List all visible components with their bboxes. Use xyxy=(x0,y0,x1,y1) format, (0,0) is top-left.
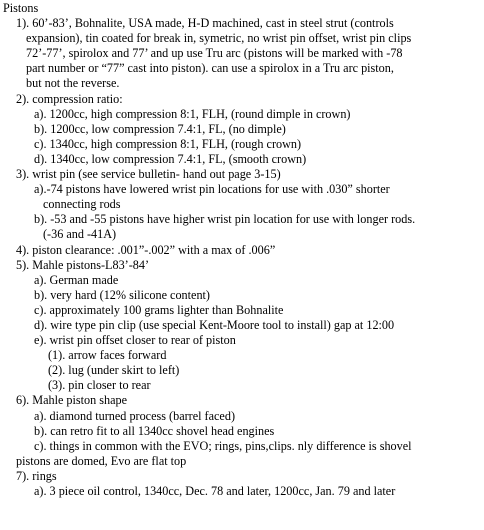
text-line: connecting rods xyxy=(43,197,121,212)
text-line: but not the reverse. xyxy=(26,76,120,91)
text-line: (2). lug (under skirt to left) xyxy=(48,363,180,378)
text-line: (3). pin closer to rear xyxy=(48,378,151,393)
text-line: part number or “77” cast into piston). can use a spirolox in a Tru arc piston, xyxy=(26,61,394,76)
text-line: c). things in common with the EVO; rings, pins,clips. nly difference is shovel xyxy=(34,438,412,453)
text-line: 72’-77’, spirolox and 77’ and up use Tru arc (pistons will be marked with -78 xyxy=(26,46,403,61)
text-line: a). 3 piece oil control, 1340cc, Dec. 78 and later, 1200cc, Jan. 79 and later xyxy=(34,484,396,498)
text-line: e). wrist pin offset closer to rear of piston xyxy=(34,333,236,348)
text-line: expansion), tin coated for break in, symetric, no wrist pin offset, wrist pin clips xyxy=(26,31,412,46)
text-line: 2). compression ratio: xyxy=(16,91,123,106)
text-line: 1). 60’-83’, Bohnalite, USA made, H-D machined, cast in steel strut (controls xyxy=(16,16,394,31)
text-line: d). 1340cc, low compression 7.4:1, FL, (smooth crown) xyxy=(34,151,307,166)
text-line: 7). rings xyxy=(16,468,57,483)
text-line: 5). Mahle pistons-L83’-84’ xyxy=(16,257,150,272)
text-line: a).-74 pistons have lowered wrist pin locations for use with .030” shorter xyxy=(34,182,390,197)
text-line: a). 1200cc, high compression 8:1, FLH, (round dimple in crown) xyxy=(34,106,351,121)
text-line: d). wire type pin clip (use special Kent-Moore tool to install) gap at 12:00 xyxy=(34,317,395,332)
text-line: b). -53 and -55 pistons have higher wrist pin location for use with longer rods. xyxy=(34,212,416,227)
text-line: c). approximately 100 grams lighter than Bohnalite xyxy=(34,302,284,317)
document-body xyxy=(3,1,481,499)
text-line: pistons are domed, Evo are flat top xyxy=(16,453,187,468)
text-line: (1). arrow faces forward xyxy=(48,348,167,363)
text-line: b). can retro fit to all 1340cc shovel head engines xyxy=(34,423,275,438)
text-line: 4). piston clearance: .001”-.002” with a max of .006” xyxy=(16,242,276,257)
text-line: c). 1340cc, high compression 8:1, FLH, (rough crown) xyxy=(34,136,302,151)
text-line: 3). wrist pin (see service bulletin- hand out page 3-15) xyxy=(16,167,281,182)
text-line: (-36 and -41A) xyxy=(43,227,117,242)
document-title: Pistons xyxy=(3,1,39,15)
text-line: 6). Mahle piston shape xyxy=(16,393,128,408)
text-line: b). 1200cc, low compression 7.4:1, FL, (no dimple) xyxy=(34,121,286,136)
text-line: b). very hard (12% silicone content) xyxy=(34,287,210,302)
text-line: a). German made xyxy=(34,272,119,287)
document-lines xyxy=(3,16,481,499)
text-line: a). diamond turned process (barrel faced) xyxy=(34,408,235,423)
